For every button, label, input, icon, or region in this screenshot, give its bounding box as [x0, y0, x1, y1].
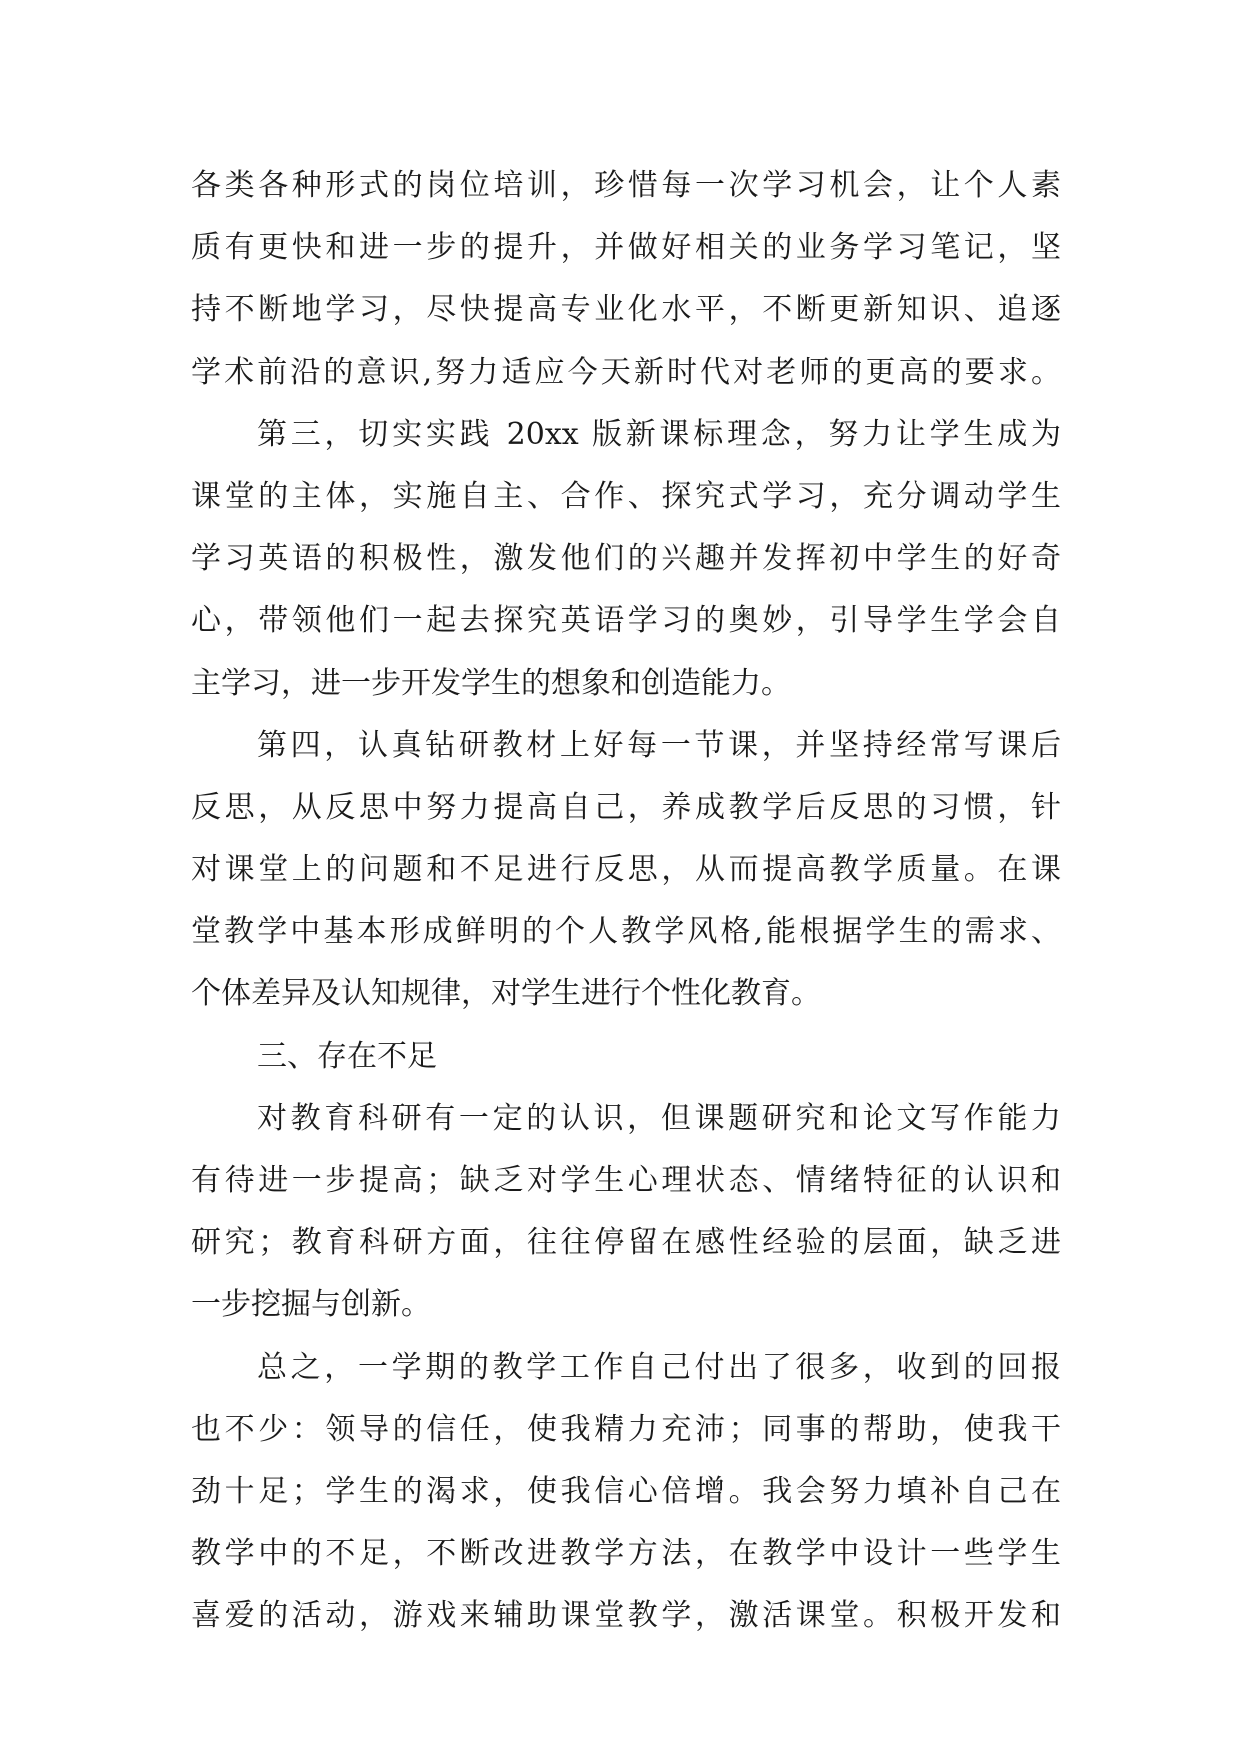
text-line: 堂教学中基本形成鲜明的个人教学风格,能根据学生的需求、	[191, 914, 1061, 950]
text-line: 各类各种形式的岗位培训，珍惜每一次学习机会，让个人素	[191, 168, 1061, 203]
text-line: 反思，从反思中努力提高自己，养成教学后反思的习惯，针	[191, 789, 1061, 825]
text-line: 三、存在不足	[257, 1038, 437, 1074]
text-line: 总之，一学期的教学工作自己付出了很多，收到的回报	[257, 1349, 1061, 1385]
text-line: 第三，切实实践 20xx 版新课标理念，努力让学生成为	[257, 416, 1061, 452]
text-line: 一步挖掘与创新。	[191, 1287, 431, 1323]
text-line: 第四，认真钻研教材上好每一节课，并坚持经常写课后	[257, 727, 1061, 763]
text-line: 教学中的不足，不断改进教学方法，在教学中设计一些学生	[191, 1536, 1061, 1572]
text-line: 个体差异及认知规律，对学生进行个性化教育。	[191, 976, 821, 1012]
text-line: 质有更快和进一步的提升，并做好相关的业务学习笔记，坚	[191, 230, 1061, 266]
text-line: 劲十足；学生的渴求，使我信心倍增。我会努力填补自己在	[191, 1473, 1061, 1509]
text-line: 主学习，进一步开发学生的想象和创造能力。	[191, 665, 791, 701]
text-line: 学术前沿的意识,努力适应今天新时代对老师的更高的要求。	[191, 354, 1061, 390]
text-line: 对教育科研有一定的认识，但课题研究和论文写作能力	[257, 1100, 1061, 1136]
text-line: 持不断地学习，尽快提高专业化水平，不断更新知识、追逐	[191, 292, 1061, 328]
text-line: 心，带领他们一起去探究英语学习的奥妙，引导学生学会自	[191, 603, 1061, 639]
text-line: 学习英语的积极性，激发他们的兴趣并发挥初中学生的好奇	[191, 541, 1061, 577]
text-line: 也不少：领导的信任，使我精力充沛；同事的帮助，使我干	[191, 1411, 1061, 1447]
text-line: 研究；教育科研方面，往往停留在感性经验的层面，缺乏进	[191, 1225, 1061, 1261]
document-body	[191, 155, 1061, 1648]
text-line: 有待进一步提高；缺乏对学生心理状态、情绪特征的认识和	[191, 1163, 1061, 1198]
text-line: 对课堂上的问题和不足进行反思，从而提高教学质量。在课	[191, 852, 1061, 888]
text-line: 喜爱的活动，游戏来辅助课堂教学，激活课堂。积极开发和	[191, 1598, 1061, 1634]
text-line: 课堂的主体，实施自主、合作、探究式学习，充分调动学生	[191, 478, 1061, 514]
